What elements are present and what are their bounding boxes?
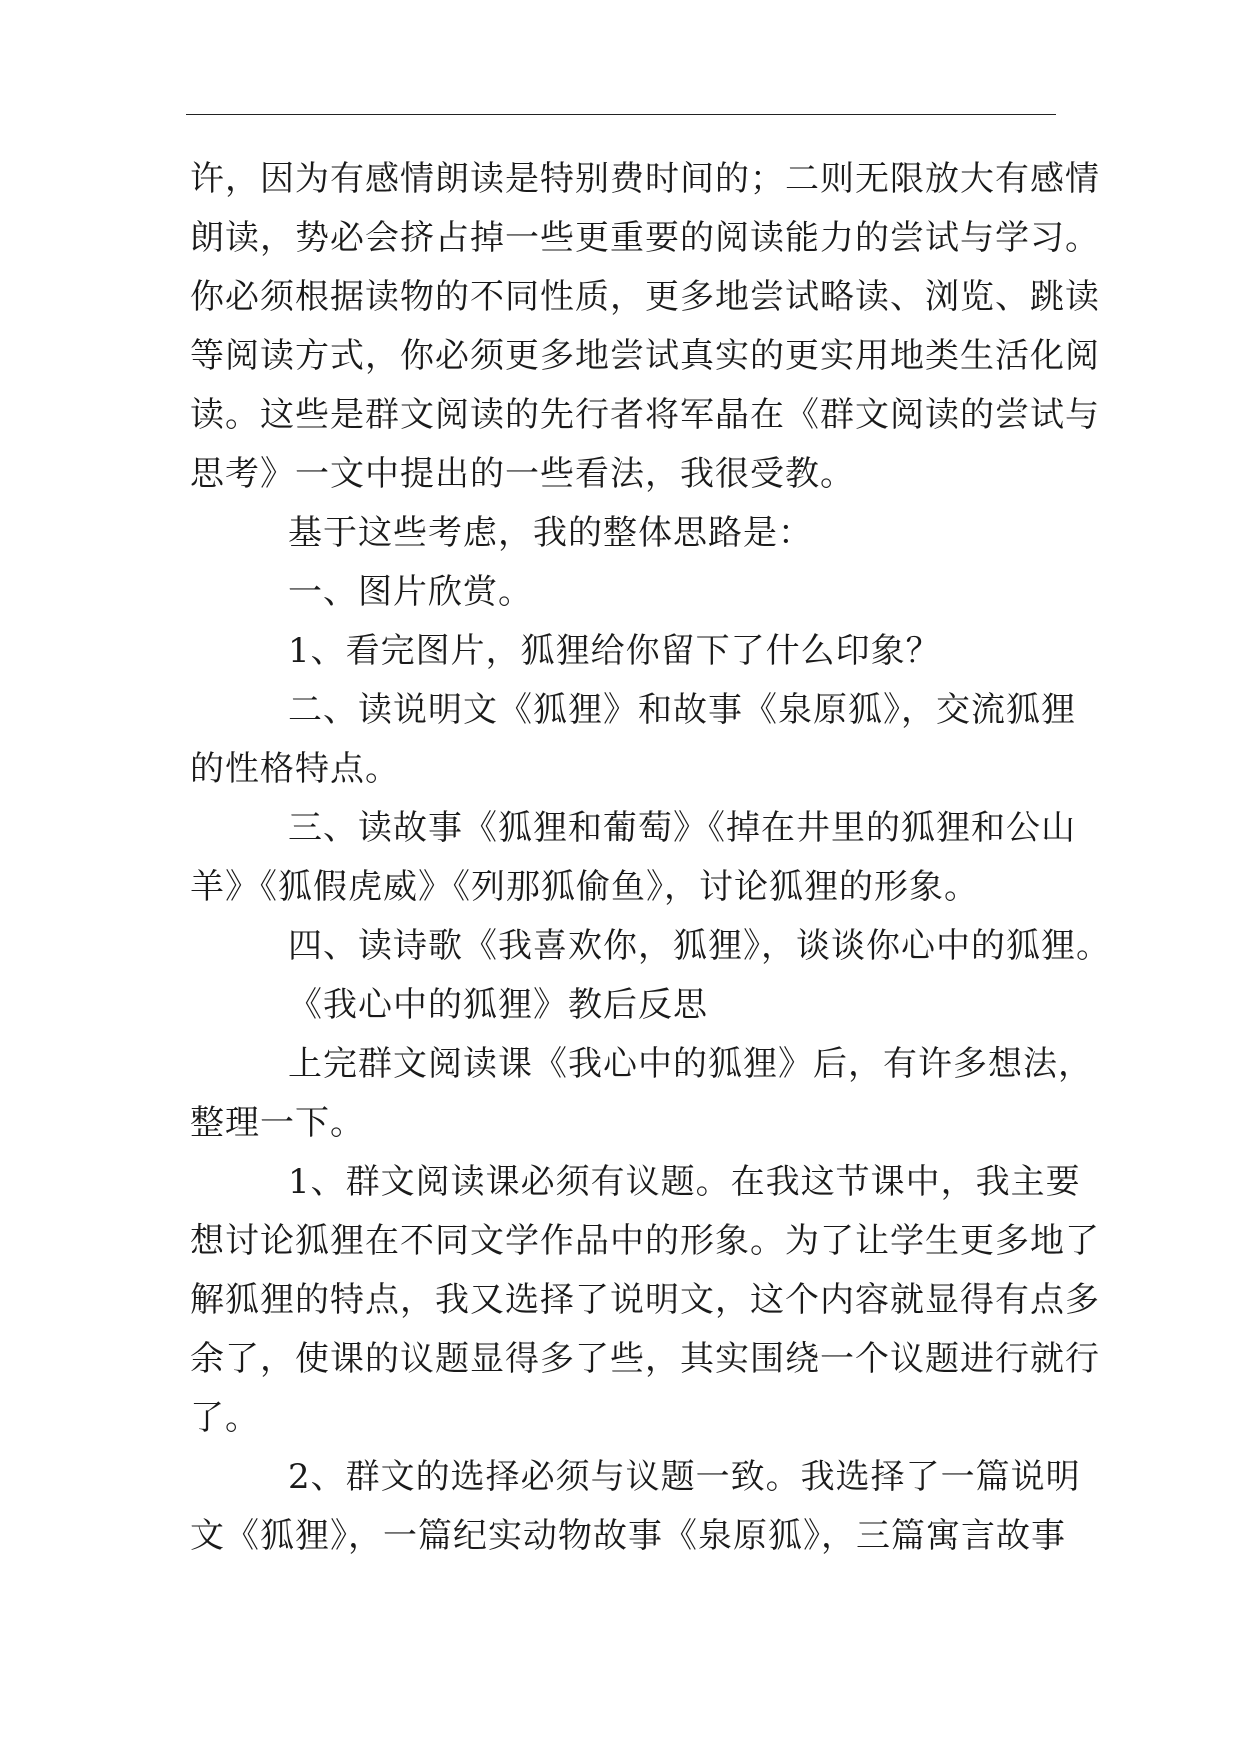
paragraph [190, 799, 1076, 917]
paragraph [190, 1153, 1100, 1448]
text-line: 一、图片欣赏。 [288, 572, 533, 612]
paragraph [190, 1448, 1081, 1566]
text-line: 朗读，势必会挤占掉一些更重要的阅读能力的尝试与学习。 [190, 218, 1100, 258]
paragraph [190, 150, 1100, 504]
text-line: 2、群文的选择必须与议题一致。我选择了一篇说明 [288, 1457, 1081, 1497]
paragraph [190, 1035, 1093, 1153]
paragraph [190, 504, 1060, 563]
paragraph [190, 976, 1060, 1035]
text-line: 的性格特点。 [190, 749, 400, 789]
text-line: 想讨论狐狸在不同文学作品中的形象。为了让学生更多地了 [190, 1221, 1100, 1261]
text-line: 羊》《狐假虎威》《列那狐偷鱼》，讨论狐狸的形象。 [190, 867, 979, 907]
text-line: 基于这些考虑，我的整体思路是： [288, 513, 813, 553]
text-line: 余了，使课的议题显得多了些，其实围绕一个议题进行就行 [190, 1339, 1100, 1379]
text-line: 1、群文阅读课必须有议题。在我这节课中，我主要 [288, 1162, 1081, 1202]
text-line: 上完群文阅读课《我心中的狐狸》后，有许多想法， [288, 1044, 1093, 1084]
text-line: 1、看完图片，狐狸给你留下了什么印象？ [288, 631, 941, 671]
text-line: 整理一下。 [190, 1103, 365, 1143]
text-line: 解狐狸的特点，我又选择了说明文，这个内容就显得有点多 [190, 1280, 1100, 1320]
text-line: 四、读诗歌《我喜欢你，狐狸》，谈谈你心中的狐狸。 [288, 926, 1111, 966]
text-line: 许，因为有感情朗读是特别费时间的；二则无限放大有感情 [190, 159, 1100, 199]
paragraph [190, 681, 1076, 799]
text-line: 三、读故事《狐狸和葡萄》《掉在井里的狐狸和公山 [288, 808, 1076, 848]
paragraph [190, 622, 1060, 681]
body-text [190, 150, 1111, 1566]
header-rule [186, 114, 1056, 115]
paragraph [190, 917, 1111, 976]
text-line: 读。这些是群文阅读的先行者将军晶在《群文阅读的尝试与 [190, 395, 1100, 435]
text-line: 你必须根据读物的不同性质，更多地尝试略读、浏览、跳读 [190, 277, 1100, 317]
text-line: 《我心中的狐狸》教后反思 [288, 985, 708, 1025]
paragraph [190, 563, 1060, 622]
text-line: 二、读说明文《狐狸》和故事《泉原狐》，交流狐狸 [288, 690, 1076, 730]
text-line: 等阅读方式，你必须更多地尝试真实的更实用地类生活化阅 [190, 336, 1100, 376]
text-line: 思考》一文中提出的一些看法，我很受教。 [190, 454, 855, 494]
text-line: 了。 [190, 1398, 260, 1438]
text-line: 文《狐狸》，一篇纪实动物故事《泉原狐》，三篇寓言故事 [190, 1516, 1066, 1556]
